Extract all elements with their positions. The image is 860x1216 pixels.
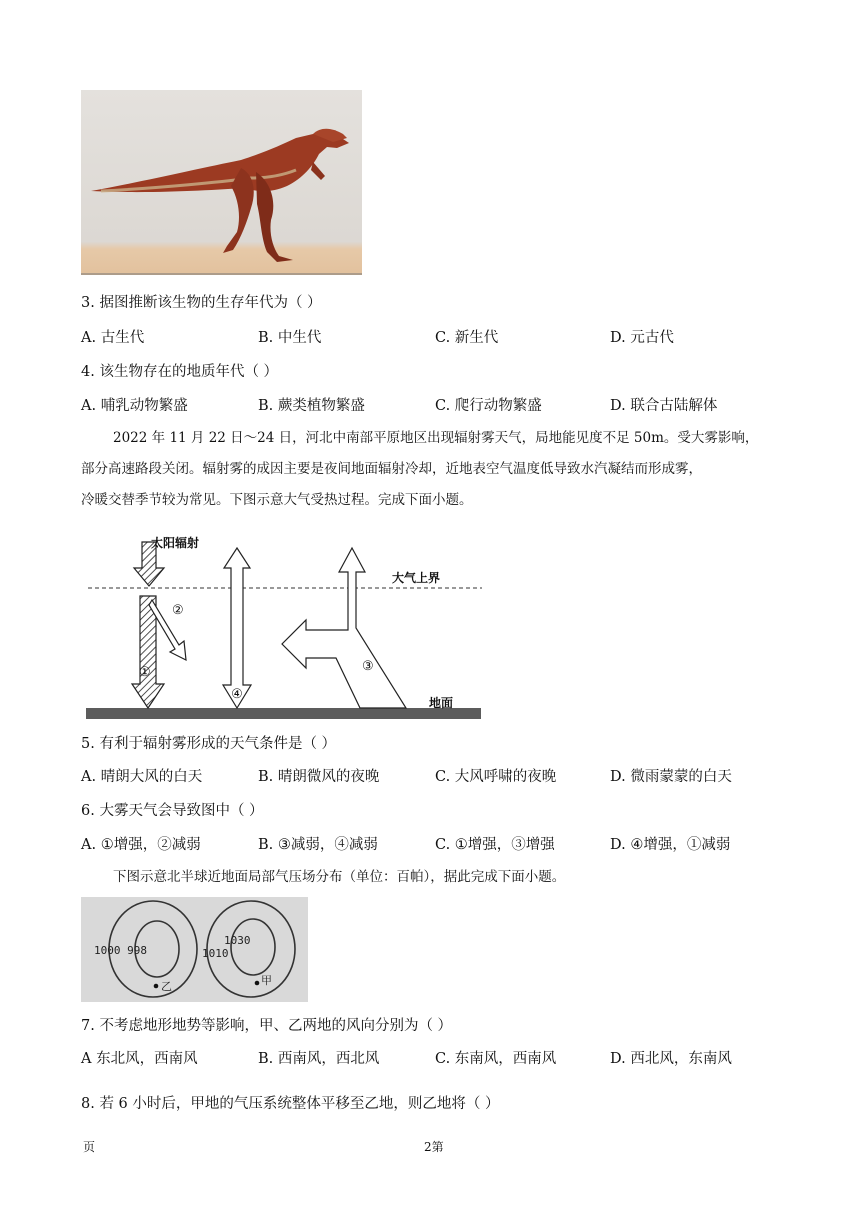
passage-pressure: 下图示意北半球近地面局部气压场分布（单位：百帕），据此完成下面小题。 — [113, 869, 566, 885]
q3-option-a: A. 古生代 — [81, 330, 145, 346]
q3-option-c: C. 新生代 — [435, 330, 499, 346]
label-isobar-right-left: 1010 — [202, 947, 229, 960]
passage-line: 2022 年 11 月 22 日～24 日，河北中南部平原地区出现辐射雾天气，局地能见度不足 50m。受大雾影响， — [113, 430, 759, 446]
question-7-stem: 7. 不考虑地形地势等影响，甲、乙两地的风向分别为（ ） — [81, 1018, 453, 1034]
point-jia-dot — [255, 981, 260, 986]
question-8-stem: 8. 若 6 小时后，甲地的气压系统整体平移至乙地，则乙地将（ ） — [81, 1096, 500, 1112]
q4-option-a: A. 哺乳动物繁盛 — [81, 398, 188, 414]
q7-option-d: D. 西北风，东南风 — [610, 1051, 732, 1067]
q6-option-a: A. ①增强，②减弱 — [81, 837, 201, 853]
q7-option-c: C. 东南风，西南风 — [435, 1051, 557, 1067]
q5-option-b: B. 晴朗微风的夜晚 — [258, 769, 380, 785]
q3-option-d: D. 元古代 — [610, 330, 674, 346]
label-solar-radiation: 太阳辐射 — [150, 536, 199, 550]
q6-option-c: C. ①增强，③增强 — [435, 837, 555, 853]
q7-option-a: A 东北风，西南风 — [81, 1051, 198, 1067]
mark-2: ② — [172, 603, 184, 618]
q5-option-a: A. 晴朗大风的白天 — [81, 769, 203, 785]
mark-3: ③ — [362, 659, 374, 674]
mark-1: ① — [139, 665, 151, 680]
q3-option-b: B. 中生代 — [258, 330, 322, 346]
passage-fog — [81, 423, 781, 516]
question-3-stem: 3. 据图推断该生物的生存年代为（ ） — [81, 295, 322, 311]
question-6-stem: 6. 大雾天气会导致图中（ ） — [81, 803, 264, 819]
dinosaur-image — [81, 90, 362, 275]
q5-option-d: D. 微雨蒙蒙的白天 — [610, 769, 732, 785]
footer-page-number: 2第 — [424, 1140, 444, 1154]
point-yi-dot — [154, 984, 159, 989]
q6-option-b: B. ③减弱，④减弱 — [258, 837, 378, 853]
label-isobar-right-top: 1030 — [224, 934, 251, 947]
mark-4: ④ — [231, 687, 243, 702]
pressure-field-map — [81, 897, 308, 1002]
footer-page-left: 页 — [83, 1140, 96, 1154]
passage-line: 冷暖交替季节较为常见。下图示意大气受热过程。完成下面小题。 — [81, 492, 473, 508]
q5-option-c: C. 大风呼啸的夜晚 — [435, 769, 557, 785]
passage-line: 部分高速路段关闭。辐射雾的成因主要是夜间地面辐射冷却，近地表空气温度低导致水汽凝结而形成雾， — [81, 461, 702, 477]
question-4-stem: 4. 该生物存在的地质年代（ ） — [81, 364, 279, 380]
q6-option-d: D. ④增强，①减弱 — [610, 837, 731, 853]
q7-option-b: B. 西南风，西北风 — [258, 1051, 380, 1067]
q4-option-c: C. 爬行动物繁盛 — [435, 398, 542, 414]
q4-option-d: D. 联合古陆解体 — [610, 398, 718, 414]
q4-option-b: B. 蕨类植物繁盛 — [258, 398, 365, 414]
label-atmosphere-top: 大气上界 — [391, 571, 441, 585]
label-point-jia: 甲 — [261, 974, 272, 987]
atmosphere-heating-diagram — [84, 520, 484, 722]
question-5-stem: 5. 有利于辐射雾形成的天气条件是（ ） — [81, 736, 337, 752]
label-point-yi: 乙 — [161, 980, 172, 993]
label-isobar-left: 1000 998 — [94, 944, 147, 957]
label-ground: 地面 — [428, 696, 454, 710]
